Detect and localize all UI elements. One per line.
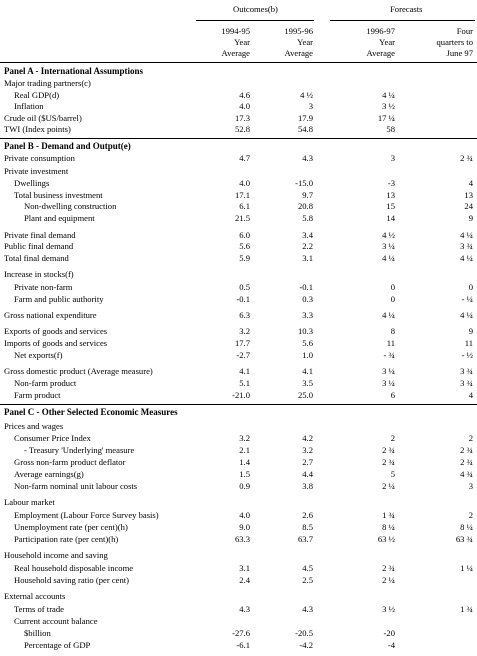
table-row [0,445,477,455]
table-row [0,230,477,240]
cell-value: 4 ¼ [382,310,395,320]
table-row [0,591,477,601]
cell-value: 4.2 [302,433,313,443]
row-label: Participation rate (per cent)(h) [14,534,119,544]
cell-value: 3 [468,481,473,491]
cell-value: -20 [383,628,395,638]
table-row [0,124,477,134]
cell-value: 1 ¾ [460,604,473,614]
cell-value: 6.1 [239,201,250,211]
cell-value: 2.5 [302,575,313,585]
row-label: Real GDP(d) [14,90,60,100]
row-label: Real household disposable income [14,563,134,573]
cell-value: 6 [390,390,395,400]
cell-value: 14 [386,213,395,223]
cell-value: 3 ½ [382,604,395,614]
cell-value: -0.1 [236,294,250,304]
row-label: Gross national expenditure [4,310,97,320]
row-label: $billion [24,628,51,638]
cell-value: 17 ¼ [377,113,395,123]
cell-value: 0 [390,282,395,292]
cell-value: 4.3 [302,153,313,163]
cell-value: -4 [387,640,395,650]
cell-value: 3.2 [239,326,250,336]
cell-value: 3 ¼ [382,241,395,251]
row-label: Net exports(f) [14,350,63,360]
cell-value: 17.9 [297,113,313,123]
cell-value: 3 ¾ [460,366,473,376]
cell-value: 8.5 [302,522,313,532]
table-row [0,90,477,100]
cell-value: 9.7 [302,190,313,200]
cell-value: 2 ¼ [382,481,395,491]
cell-value: 3.8 [302,481,313,491]
cell-value: 3.3 [302,310,313,320]
outcomes-heading: Outcomes(b) [233,4,278,14]
row-label: Terms of trade [14,604,64,614]
table-row [0,497,477,507]
cell-value: 8 ¼ [460,522,473,532]
cell-value: 5.6 [239,241,250,251]
table-row [0,469,477,479]
cell-value: 11 [386,338,395,348]
row-label: Gross non-farm product deflator [14,457,126,467]
header-bottom-rule [0,62,477,63]
cell-value: 3 ¼ [382,378,395,388]
cell-value: 17.1 [234,190,250,200]
cell-value: 4 ½ [382,230,395,240]
row-label: - Treasury 'Underlying' measure [24,445,135,455]
cell-value: 2 [390,433,395,443]
row-label: Dwellings [14,178,50,188]
cell-value: 2 ¾ [460,457,473,467]
cell-value: 3 ½ [382,101,395,111]
cell-value: 13 [464,190,473,200]
cell-value: 25.0 [297,390,313,400]
cell-value: 2 ¾ [460,153,473,163]
col2-header-line1: 1995-96 [284,26,313,36]
cell-value: - ¾ [383,350,395,360]
cell-value: - ¼ [461,294,473,304]
panel-separator-rule [0,138,477,139]
forecasts-heading: Forecasts [390,4,423,14]
cell-value: 3.1 [302,253,313,263]
cell-value: 17.7 [234,338,250,348]
cell-value: 24 [464,201,473,211]
row-label: Private investment [4,166,69,176]
row-label: Unemployment rate (per cent)(h) [14,522,128,532]
table-row [0,421,477,431]
cell-value: 4.7 [239,153,250,163]
cell-value: 3 [308,101,313,111]
row-label: Average earnings(g) [14,469,84,479]
panel-heading [0,66,477,76]
cell-value: 4.5 [302,563,313,573]
table-row [0,201,477,211]
table-row [0,616,477,626]
cell-value: 4 ¼ [460,310,473,320]
cell-value: 4 ¼ [460,253,473,263]
table-row [0,510,477,520]
table-row [0,326,477,336]
cell-value: 4.4 [302,469,313,479]
table-row [0,253,477,263]
row-label: Percentage of GDP [24,640,91,650]
row-label: Non-dwelling construction [24,201,117,211]
row-label: Major trading partners(c) [4,78,91,88]
cell-value: 15 [386,201,395,211]
cell-value: 4 ¼ [382,90,395,100]
cell-value: 6.0 [239,230,250,240]
cell-value: -15.0 [295,178,313,188]
cell-value: 3 [390,153,395,163]
row-label: Farm and public authority [14,294,104,304]
table-row [0,433,477,443]
col2-header-line2: Year [297,37,313,47]
cell-value: -6.1 [236,640,250,650]
table-row [0,457,477,467]
row-label: Prices and wages [4,421,64,431]
cell-value: 2 ¾ [460,445,473,455]
panel-title: Panel A - International Assumptions [4,66,144,76]
cell-value: 0.9 [239,481,250,491]
cell-value: 4.0 [239,101,250,111]
cell-value: 13 [386,190,395,200]
row-label: Consumer Price Index [14,433,91,443]
cell-value: 4 [468,390,473,400]
row-label: Total business investment [14,190,103,200]
cell-value: 3 ¾ [460,378,473,388]
table-row [0,101,477,111]
cell-value: 4.3 [239,604,250,614]
table-row [0,190,477,200]
cell-value: 21.5 [234,213,250,223]
cell-value: 2 ¾ [382,445,395,455]
cell-value: 2.4 [239,575,250,585]
table-row [0,366,477,376]
row-label: Current account balance [14,616,98,626]
cell-value: 1.4 [239,457,250,467]
table-row [0,550,477,560]
cell-value: 1.0 [302,350,313,360]
outcomes-rule [196,20,314,21]
table-row [0,113,477,123]
cell-value: 20.8 [297,201,313,211]
cell-value: -21.0 [232,390,250,400]
cell-value: 1 ¾ [382,510,395,520]
row-label: Non-farm nominal unit labour costs [14,481,138,491]
cell-value: 3.5 [302,378,313,388]
cell-value: 3.4 [302,230,313,240]
cell-value: 2 ¼ [382,575,395,585]
cell-value: 2.7 [302,457,313,467]
col4-header-line3: June 97 [446,48,473,58]
panel-separator-rule [0,404,477,405]
cell-value: 8 ¼ [382,522,395,532]
table-row [0,390,477,400]
cell-value: -20.5 [295,628,313,638]
cell-value: 52.8 [234,124,250,134]
cell-value: 5.8 [302,213,313,223]
row-label: Household income and saving [4,550,108,560]
panel-heading [0,407,477,417]
table-row [0,269,477,279]
panel-heading [0,141,477,151]
cell-value: 2.2 [302,241,313,251]
col3-header-line1: 1996-97 [366,26,395,36]
cell-value: 9 [468,213,473,223]
table-row [0,481,477,491]
cell-value: 4.1 [302,366,313,376]
cell-value: 2 [468,510,473,520]
table-row [0,310,477,320]
row-label: Labour market [4,497,55,507]
cell-value: -2.7 [236,350,250,360]
cell-value: 5.6 [302,338,313,348]
row-label: Household saving ratio (per cent) [14,575,130,585]
table-row [0,640,477,650]
cell-value: 11 [464,338,473,348]
forecasts-rule [330,20,475,21]
row-label: Crude oil ($US/barrel) [4,113,82,123]
row-label: Total final demand [4,253,69,263]
table-row [0,338,477,348]
cell-value: 3 ¾ [460,241,473,251]
table-row [0,282,477,292]
table-row [0,178,477,188]
table-row [0,604,477,614]
cell-value: 63 ¾ [455,534,473,544]
cell-value: 4 ½ [300,90,313,100]
cell-value: 5 [390,469,395,479]
table-row [0,153,477,163]
cell-value: 4 ¼ [460,230,473,240]
cell-value: 10.3 [297,326,313,336]
cell-value: 3.2 [239,433,250,443]
cell-value: 2.6 [302,510,313,520]
row-label: Plant and equipment [24,213,95,223]
cell-value: 2 ¾ [382,563,395,573]
cell-value: 4.3 [302,604,313,614]
row-label: Public final demand [4,241,74,251]
row-label: TWI (Index points) [4,124,71,134]
table-row [0,563,477,573]
cell-value: 0.5 [239,282,250,292]
cell-value: 1 ¼ [460,563,473,573]
cell-value: 6.3 [239,310,250,320]
row-label: Employment (Labour Force Survey basis) [14,510,159,520]
cell-value: 63.7 [297,534,313,544]
row-label: Gross domestic product (Average measure) [4,366,153,376]
panel-title: Panel B - Demand and Output(e) [4,141,131,151]
cell-value: 54.8 [297,124,313,134]
cell-value: 4 ¾ [460,469,473,479]
cell-value: 4.1 [239,366,250,376]
cell-value: 0.3 [302,294,313,304]
cell-value: 2 [468,433,473,443]
cell-value: 9.0 [239,522,250,532]
table-row [0,294,477,304]
cell-value: 4 ¼ [382,253,395,263]
table-row [0,78,477,88]
cell-value: 1.5 [239,469,250,479]
row-label: Imports of goods and services [4,338,108,348]
row-label: Increase in stocks(f) [4,269,74,279]
cell-value: 63.3 [234,534,250,544]
cell-value: - ½ [461,350,473,360]
table-row [0,378,477,388]
col1-header-line1: 1994-95 [221,26,250,36]
table-row [0,534,477,544]
row-label: External accounts [4,591,66,601]
cell-value: 58 [386,124,395,134]
col3-header-line2: Year [379,37,395,47]
col3-header-line3: Average [366,48,395,58]
cell-value: 2 ¾ [382,457,395,467]
cell-value: 3 ¼ [382,366,395,376]
row-label: Private final demand [4,230,76,240]
table-row [0,628,477,638]
table-row [0,575,477,585]
row-label: Exports of goods and services [4,326,108,336]
cell-value: 0 [390,294,395,304]
col2-header-line3: Average [284,48,313,58]
cell-value: 5.9 [239,253,250,263]
panel-title: Panel C - Other Selected Economic Measures [4,407,178,417]
cell-value: 3.1 [239,563,250,573]
col1-header-line3: Average [221,48,250,58]
row-label: Inflation [14,101,44,111]
cell-value: -3 [387,178,395,188]
cell-value: 4.6 [239,90,250,100]
cell-value: 4 [468,178,473,188]
cell-value: 3.2 [302,445,313,455]
table-row [0,522,477,532]
cell-value: 63 ½ [377,534,395,544]
row-label: Non-farm product [14,378,77,388]
table-row [0,213,477,223]
row-label: Private non-farm [14,282,73,292]
cell-value: -27.6 [232,628,250,638]
cell-value: 5.1 [239,378,250,388]
table-row [0,350,477,360]
cell-value: 0 [468,282,473,292]
row-label: Private consumption [4,153,75,163]
col4-header-line2: quarters to [436,37,473,47]
cell-value: 4.0 [239,178,250,188]
cell-value: -4.2 [299,640,313,650]
cell-value: 2.1 [239,445,250,455]
cell-value: 9 [468,326,473,336]
table-row [0,166,477,176]
cell-value: 17.3 [234,113,250,123]
col1-header-line2: Year [234,37,250,47]
cell-value: 4.0 [239,510,250,520]
col4-header-line1: Four [456,26,473,36]
cell-value: -0.1 [299,282,313,292]
cell-value: 8 [390,326,395,336]
row-label: Farm product [14,390,61,400]
table-row [0,241,477,251]
